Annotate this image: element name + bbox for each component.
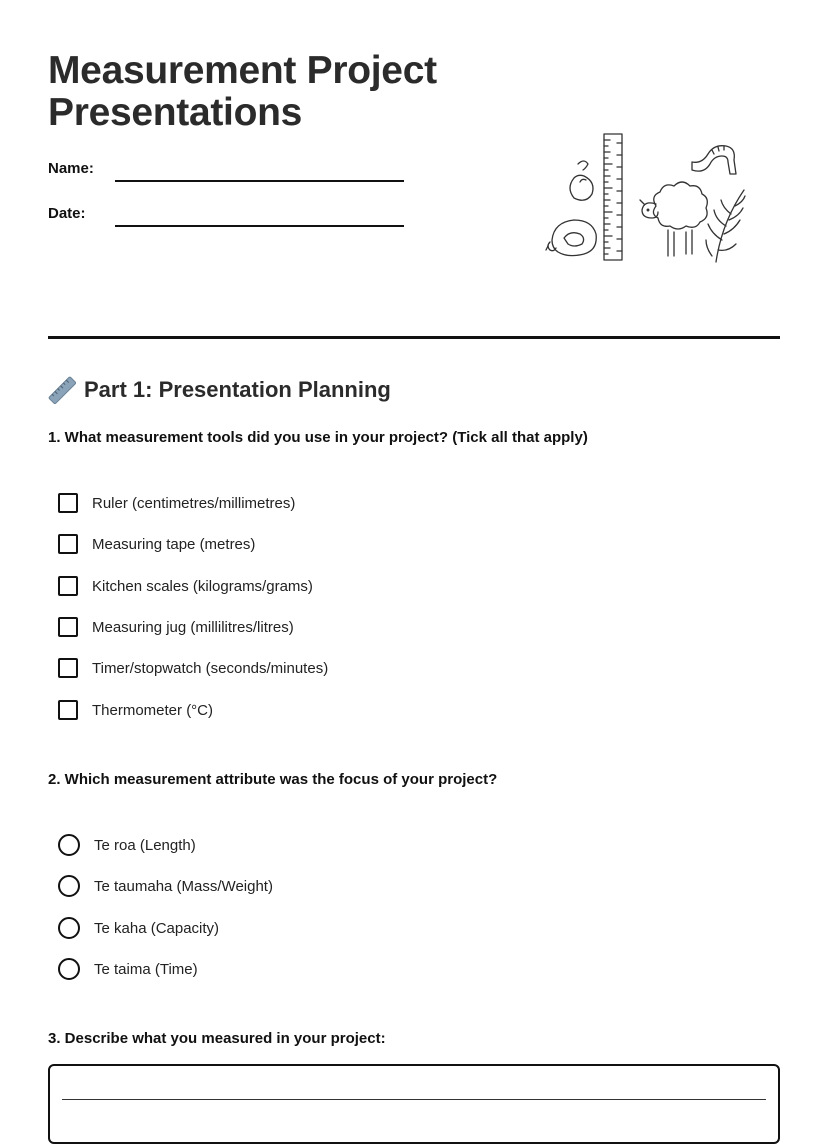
- date-label: Date:: [48, 205, 86, 222]
- section-divider: [48, 336, 780, 339]
- radio-button[interactable]: [58, 834, 80, 856]
- checkbox[interactable]: [58, 534, 78, 554]
- checkbox[interactable]: [58, 700, 78, 720]
- question-2: 2. Which measurement attribute was the focus of your project?: [48, 771, 498, 788]
- option-label: Te roa (Length): [94, 836, 196, 854]
- tool-option-timer[interactable]: [58, 656, 328, 680]
- answer-box[interactable]: [48, 1064, 780, 1144]
- worksheet-page: [48, 0, 780, 1118]
- part1-heading: [48, 374, 391, 406]
- name-label: Name:: [48, 160, 94, 177]
- checkbox[interactable]: [58, 617, 78, 637]
- option-label: Te kaha (Capacity): [94, 919, 220, 937]
- fern-icon: [706, 190, 745, 262]
- name-field[interactable]: [48, 160, 408, 190]
- option-label: Measuring tape (metres): [92, 535, 256, 553]
- option-label: Ruler (centimetres/millimetres): [92, 494, 296, 512]
- tool-option-kitchen-scales[interactable]: [58, 574, 313, 598]
- radio-button[interactable]: [58, 958, 80, 980]
- name-writing-line[interactable]: [115, 180, 404, 182]
- tape-measure-icon: [546, 220, 596, 256]
- date-field[interactable]: [48, 205, 408, 235]
- option-label: Thermometer (°C): [92, 701, 214, 719]
- title-line-2: Presentations: [48, 91, 303, 134]
- ruler-icon: [48, 376, 76, 404]
- checkbox[interactable]: [58, 658, 78, 678]
- option-label: Kitchen scales (kilograms/grams): [92, 577, 313, 595]
- question-1: 1. What measurement tools did you use in your project? (Tick all that apply): [48, 429, 588, 446]
- page-title: [48, 50, 437, 134]
- attribute-option-mass[interactable]: [58, 874, 273, 898]
- title-line-1: Measurement Project: [48, 49, 437, 92]
- tape-ribbon-icon: [692, 146, 736, 174]
- tool-option-measuring-tape[interactable]: [58, 532, 255, 556]
- tool-option-ruler[interactable]: [58, 491, 295, 515]
- option-label: Te taumaha (Mass/Weight): [94, 877, 273, 895]
- sheep-icon: [640, 182, 707, 256]
- part1-heading-text: Part 1: Presentation Planning: [84, 377, 391, 402]
- attribute-option-capacity[interactable]: [58, 916, 219, 940]
- checkbox[interactable]: [58, 493, 78, 513]
- option-label: Measuring jug (millilitres/litres): [92, 618, 294, 636]
- checkbox[interactable]: [58, 576, 78, 596]
- attribute-option-time[interactable]: [58, 957, 198, 981]
- tool-option-thermometer[interactable]: [58, 698, 213, 722]
- date-writing-line[interactable]: [115, 225, 404, 227]
- measurement-illustration: [544, 130, 748, 268]
- question-3: 3. Describe what you measured in your project:: [48, 1030, 386, 1047]
- tool-option-measuring-jug[interactable]: [58, 615, 294, 639]
- attribute-option-length[interactable]: [58, 833, 196, 857]
- radio-button[interactable]: [58, 875, 80, 897]
- option-label: Te taima (Time): [94, 960, 198, 978]
- answer-writing-line: [62, 1099, 766, 1100]
- option-label: Timer/stopwatch (seconds/minutes): [92, 659, 329, 677]
- ruler-drawing: [604, 134, 622, 260]
- radio-button[interactable]: [58, 917, 80, 939]
- pouch-icon: [570, 161, 593, 200]
